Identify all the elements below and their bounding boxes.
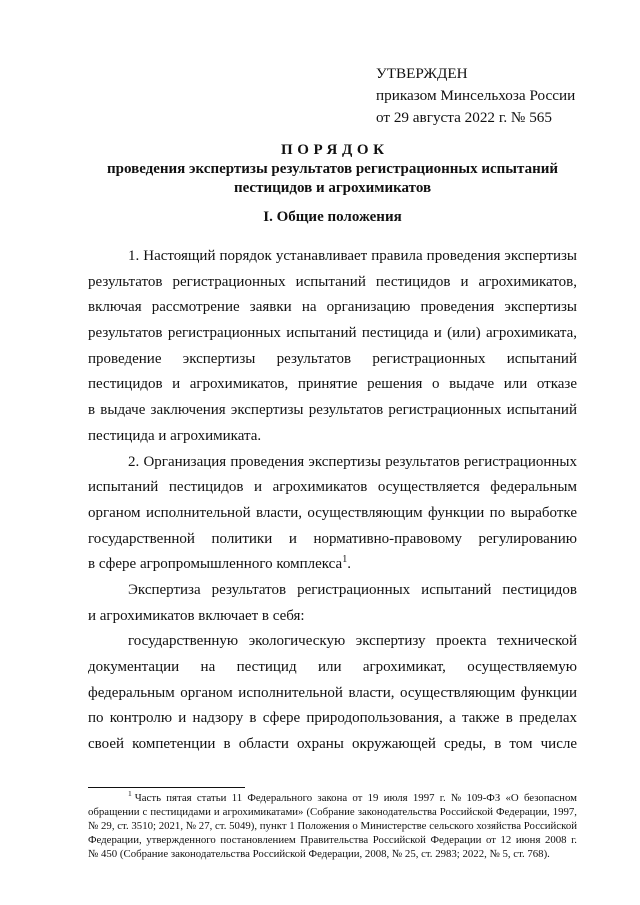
line-text: в выдаче заключения экспертизы результатов регистрационных испытаний (88, 402, 577, 419)
line-text: 1. Настоящий порядок устанавливает правила проведения экспертизы (128, 248, 577, 264)
paragraph-4 (88, 629, 577, 757)
paragraph-4-line-1 (128, 629, 577, 655)
line-text: № 29, ст. 3510; 2021, № 27, ст. 5049), пункт 1 Положения о Министерстве сельского хозяйства Российской (88, 820, 577, 832)
document-subtitle-line-1: проведения экспертизы результатов регистрационных испытаний (106, 160, 559, 177)
paragraph-1-line-6 (88, 372, 577, 398)
paragraph-1-line-8 (88, 424, 577, 450)
paragraph-1-line-5 (88, 347, 577, 373)
line-text: федеральным органом исполнительной власти, осуществляющим функции (88, 684, 577, 701)
line-text: Часть пятая статьи 11 Федерального закона от 19 июля 1997 г. № 109-ФЗ «О безопасном (134, 792, 577, 804)
line-text: включая рассмотрение заявки на организацию проведения экспертизы (88, 299, 577, 316)
line-text: № 450 (Собрание законодательства Российской Федерации, 2008, № 25, ст. 2983; 2022, № 5, ст. 768). (88, 848, 550, 860)
paragraph-2-line-3 (88, 501, 577, 527)
line-text: пестицида и агрохимиката. (88, 427, 262, 444)
document-title: ПОРЯДОК (280, 141, 389, 158)
line-text: по контролю и надзору в сфере природопользования, а также в пределах (88, 710, 577, 727)
approval-date: от 29 августа 2022 г. № 565 (376, 109, 552, 126)
line-text: 2. Организация проведения экспертизы результатов регистрационных (128, 453, 577, 470)
footnote-line-3 (88, 819, 577, 833)
line-text: государственную экологическую экспертизу проекта технической (128, 633, 577, 650)
paragraph-2-line-1 (128, 450, 577, 476)
footnote-line-2 (88, 805, 577, 819)
line-text: результатов регистрационных испытаний пестицидов и агрохимикатов, (88, 273, 577, 290)
document-subtitle-line-2: пестицидов и агрохимикатов (233, 179, 432, 196)
footnote-line-1 (128, 791, 577, 805)
line-text: пестицидов и агрохимикатов, принятие решения о выдаче или отказе (88, 376, 577, 393)
paragraph-2-line-4 (88, 527, 577, 553)
approval-label: УТВЕРЖДЕН (376, 65, 468, 82)
paragraph-2 (88, 450, 577, 578)
line-text: своей компетенции в области охраны окружающей среды, в том числе (88, 736, 577, 753)
line-text-group (128, 791, 577, 805)
paragraph-1-line-7 (88, 398, 577, 424)
document-body (88, 244, 577, 758)
approval-order: приказом Минсельхоза России (376, 87, 576, 104)
paragraph-4-line-5 (88, 732, 577, 758)
paragraph-1-line-2 (88, 270, 577, 296)
line-text: в сфере агропромышленного комплекса (88, 556, 343, 573)
footnote-reference: 1 (342, 554, 348, 566)
line-text: обращении с пестицидами и агрохимикатами» (Собрание законодательства Российской Федерации, 1997, (88, 806, 577, 818)
paragraph-1-line-3 (88, 295, 577, 321)
paragraph-3-line-1 (128, 578, 577, 604)
paragraph-4-line-3 (88, 681, 577, 707)
paragraph-1 (88, 244, 577, 450)
paragraph-4-line-4 (88, 706, 577, 732)
footnote-separator (88, 787, 245, 788)
paragraph-1-line-1 (128, 244, 577, 270)
line-text: органом исполнительной власти, осуществляющим функции по выработке (88, 504, 577, 521)
section-heading: I. Общие положения (263, 208, 402, 225)
line-text: Экспертиза результатов регистрационных испытаний пестицидов (128, 581, 577, 598)
paragraph-3-line-2 (88, 604, 577, 630)
paragraph-4-line-2 (88, 655, 577, 681)
document-heading (88, 141, 577, 198)
line-text: и агрохимикатов включает в себя: (88, 607, 305, 624)
line-text-group (88, 552, 351, 578)
footnote-line-4 (88, 833, 577, 847)
line-text: результатов регистрационных испытаний пестицида и (или) агрохимиката, (88, 325, 577, 342)
paragraph-3 (88, 578, 577, 629)
approval-block (376, 63, 575, 129)
paragraph-1-line-4 (88, 321, 577, 347)
line-text: испытаний пестицидов и агрохимикатов осуществляется федеральным (88, 479, 577, 496)
line-text: документации на пестицид или агрохимикат, осуществляемую (88, 659, 577, 675)
paragraph-2-line-2 (88, 475, 577, 501)
line-text: проведение экспертизы результатов регистрационных испытаний (88, 350, 577, 367)
line-text: Федерации, утвержденного постановлением Правительства Российской Федерации от 12 июня 2008 г. (88, 834, 577, 846)
footnote-marker: 1 (128, 789, 132, 799)
footnote-line-5 (88, 847, 577, 861)
line-end-punctuation: . (347, 556, 351, 573)
paragraph-2-line-5 (88, 552, 577, 578)
footnote (88, 791, 577, 861)
line-text: государственной политики и нормативно-правовому регулированию (88, 530, 577, 547)
